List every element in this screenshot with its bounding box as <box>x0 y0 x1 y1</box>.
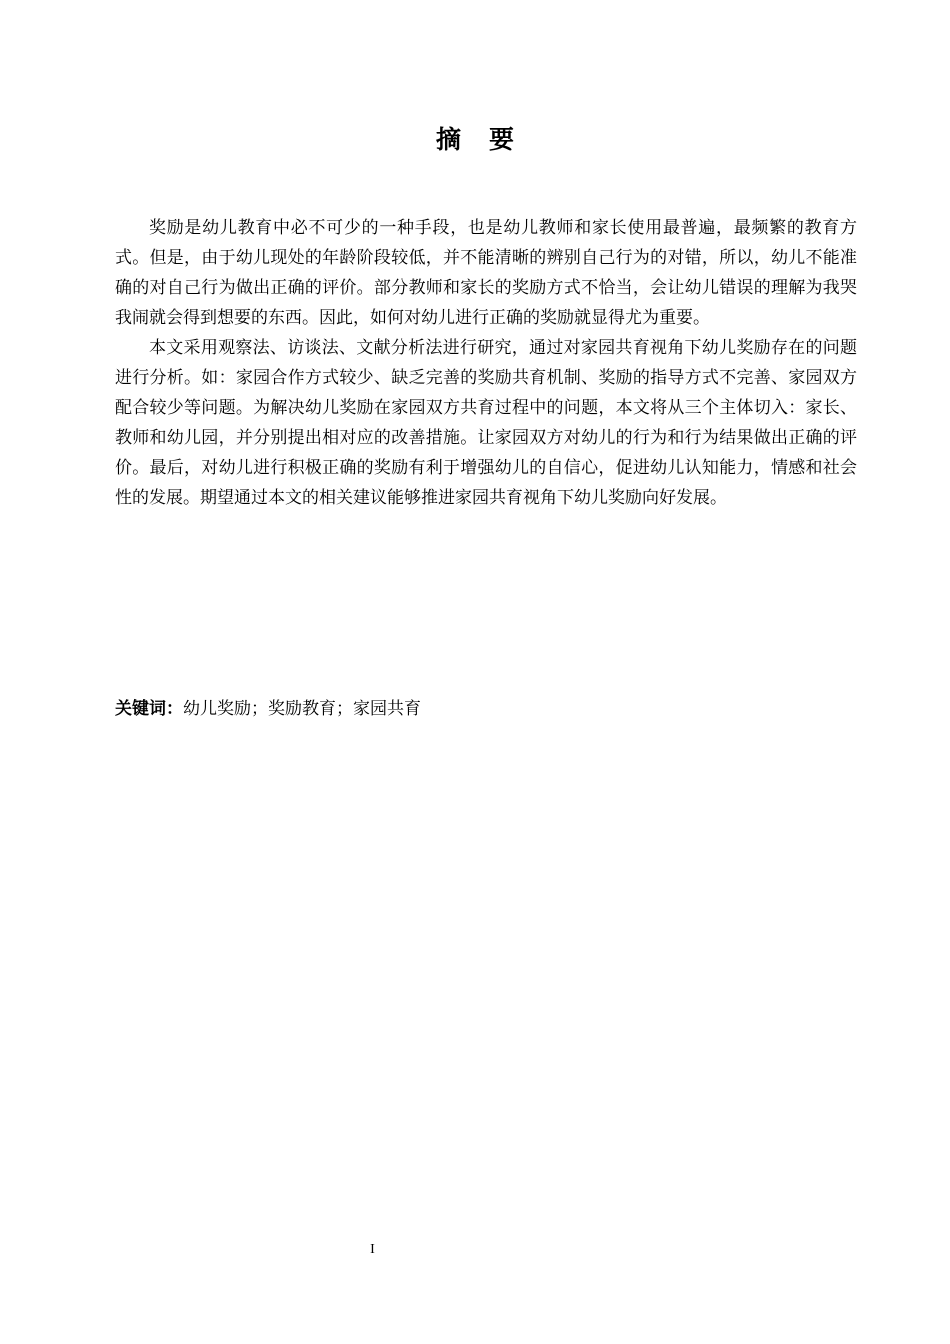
abstract-paragraph-1: 奖励是幼儿教育中必不可少的一种手段，也是幼儿教师和家长使用最普遍，最频繁的教育方式。但是，由于幼儿现处的年龄阶段较低，并不能清晰的辨别自己行为的对错，所以，幼儿不能准确的对自己行为做出正确的评价。部分教师和家长的奖励方式不恰当，会让幼儿错误的理解为我哭我闹就会得到想要的东西。因此，如何对幼儿进行正确的奖励就显得尤为重要。 <box>115 218 857 328</box>
abstract-title: 摘要 <box>435 125 542 154</box>
page-number: I <box>370 1242 375 1257</box>
abstract-body <box>115 213 857 513</box>
keywords-label: 关键词： <box>115 699 183 719</box>
abstract-paragraph-2: 本文采用观察法、访谈法、文献分析法进行研究，通过对家园共育视角下幼儿奖励存在的问题进行分析。如：家园合作方式较少、缺乏完善的奖励共育机制、奖励的指导方式不完善、家园双方配合较少等问题。为解决幼儿奖励在家园双方共育过程中的问题，本文将从三个主体切入：家长、教师和幼儿园，并分别提出相对应的改善措施。让家园双方对幼儿的行为和行为结果做出正确的评价。最后，对幼儿进行积极正确的奖励有利于增强幼儿的自信心，促进幼儿认知能力，情感和社会性的发展。期望通过本文的相关建议能够推进家园共育视角下幼儿奖励向好发展。 <box>115 338 857 508</box>
keywords-text: 幼儿奖励；奖励教育；家园共育 <box>183 699 421 719</box>
keywords-line <box>115 694 857 724</box>
